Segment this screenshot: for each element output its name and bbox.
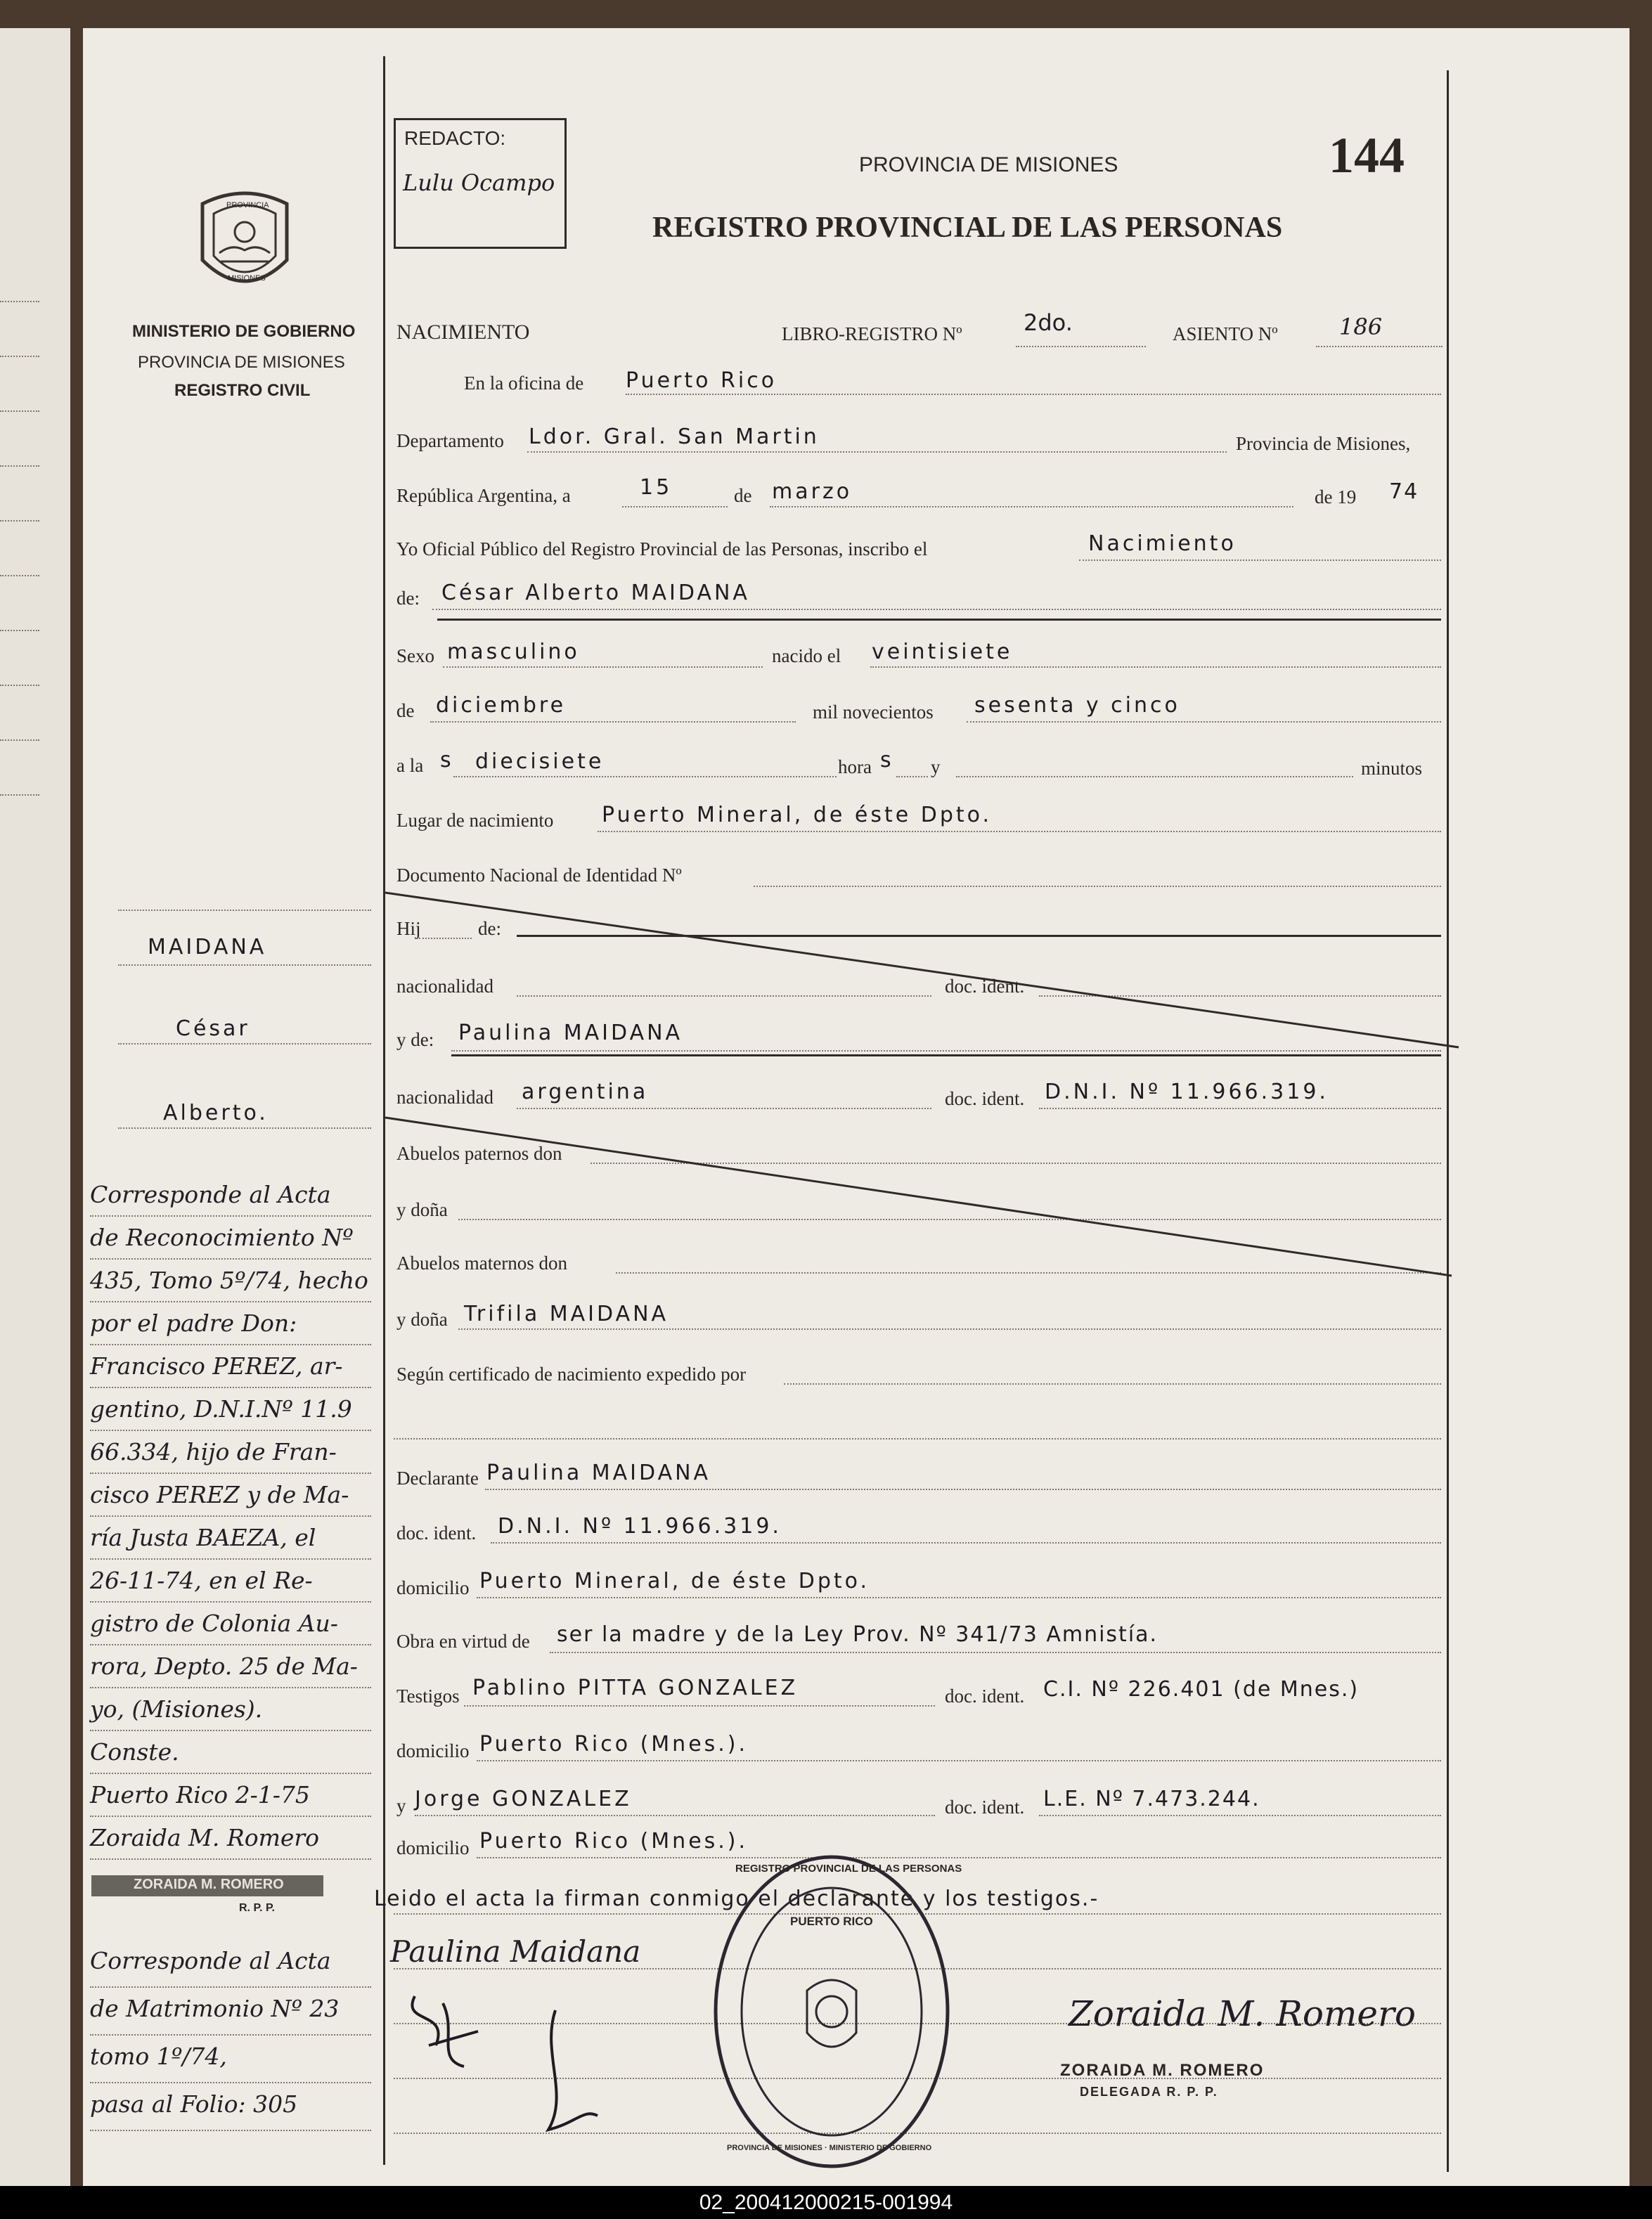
hij-de-label: de: <box>478 918 501 939</box>
abuelos-mat-label: Abuelos maternos don <box>396 1253 567 1274</box>
hora-label: hora <box>838 756 872 777</box>
margin-note-line: de Reconocimiento Nº <box>90 1224 354 1251</box>
doc-madre-label: doc. ident. <box>945 1088 1025 1109</box>
declarante-label: Declarante <box>396 1468 479 1489</box>
registry-title: REGISTRO PROVINCIAL DE LAS PERSONAS <box>652 212 1283 244</box>
margin-dots-2 <box>118 1043 371 1044</box>
mes-value: marzo <box>772 479 853 504</box>
margin-name2: Alberto. <box>163 1101 269 1125</box>
margin-note-rule <box>90 1515 371 1517</box>
margin-stamp-name: ZORAIDA M. ROMERO <box>134 1877 284 1892</box>
republica-label: República Argentina, a <box>396 485 571 506</box>
domicilio-label: domicilio <box>396 1577 470 1598</box>
margin-note-rule <box>90 1558 371 1560</box>
nacionalidad-padre-label: nacionalidad <box>396 976 493 997</box>
margin-note-rule <box>90 1730 371 1731</box>
sexo-value: masculino <box>447 640 580 664</box>
oficina-value: Puerto Rico <box>626 368 777 393</box>
declarante-value: Paulina MAIDANA <box>486 1461 711 1485</box>
seal-top-text: PROVINCIA <box>226 201 269 209</box>
testigo2-value: Jorge GONZALEZ <box>415 1787 632 1811</box>
official-round-stamp <box>709 1850 962 2173</box>
de-mesnac-label: de <box>396 700 415 721</box>
witness-signatures-icon <box>394 1982 619 2144</box>
minutos-label: minutos <box>1361 758 1423 779</box>
margin-note-line: 435, Tomo 5º/74, hecho <box>90 1267 368 1294</box>
hora-suffix: s <box>880 748 891 772</box>
margin-note-line: Francisco PEREZ, ar- <box>90 1352 343 1380</box>
libro-label: LIBRO-REGISTRO Nº <box>782 323 962 344</box>
margin-dots-1 <box>118 964 371 966</box>
margin-note-rule <box>90 1215 371 1217</box>
lugar-label: Lugar de nacimiento <box>396 810 554 831</box>
testigo1-doc-label: doc. ident. <box>945 1686 1025 1707</box>
margin-note-rule <box>90 1986 371 1988</box>
testigo1-dom-label: domicilio <box>396 1740 470 1761</box>
nacionalidad-madre-value: argentina <box>522 1080 649 1104</box>
margin-note-line: yo, (Misiones). <box>90 1695 263 1723</box>
record-type: NACIMIENTO <box>396 321 530 344</box>
lugar-value: Puerto Mineral, de éste Dpto. <box>602 803 992 827</box>
mesnac-value: diciembre <box>436 693 567 718</box>
sexo-label: Sexo <box>396 645 434 666</box>
margin-note-rule <box>90 1387 371 1388</box>
departamento-value: Ldor. Gral. San Martin <box>529 425 820 449</box>
margin-note-rule <box>90 1430 371 1431</box>
footer-filename: 02_200412000215-001994 <box>0 2186 1652 2219</box>
oficial-stamp-title: DELEGADA R. P. P. <box>1080 2085 1218 2099</box>
margin-stamp <box>91 1875 330 1922</box>
dia-value: 15 <box>640 475 673 500</box>
margin-note-line: tomo 1º/74, <box>90 2043 227 2070</box>
margin-note-line: Conste. <box>90 1738 179 1766</box>
y-minutos-label: y <box>931 756 941 777</box>
margin-note-rule <box>90 2130 371 2131</box>
doc-declarante-label: doc. ident. <box>396 1522 477 1544</box>
margin-note-line: rora, Depto. 25 de Ma- <box>90 1652 358 1680</box>
stamp-inner-text: PUERTO RICO <box>790 1915 873 1928</box>
ministry-line2: PROVINCIA DE MISIONES <box>138 353 345 372</box>
testigo2-dom-value: Puerto Rico (Mnes.). <box>479 1829 749 1854</box>
obra-value: ser la madre y de la Ley Prov. Nº 341/73 Amnistía. <box>557 1622 1159 1647</box>
margin-note-line: cisco PEREZ y de Ma- <box>90 1481 349 1508</box>
leido-value: Leido el acta la firman conmigo el declarante y los testigos.- <box>374 1887 1099 1911</box>
obra-label: Obra en virtud de <box>396 1631 530 1652</box>
provincia-label: Provincia de Misiones, <box>1236 433 1411 454</box>
margin-note-rule <box>90 1644 371 1645</box>
ministry-line1: MINISTERIO DE GOBIERNO <box>132 322 356 341</box>
testigo1-value: Pablino PITTA GONZALEZ <box>472 1676 799 1700</box>
margin-note-rule <box>90 1344 371 1345</box>
margin-note-line: ría Justa BAEZA, el <box>90 1524 316 1551</box>
margin-note-line: Corresponde al Acta <box>90 1947 331 1974</box>
margin-note-rule <box>90 1301 371 1302</box>
hij-label: Hij <box>396 918 421 939</box>
asiento-value: 186 <box>1339 313 1383 340</box>
departamento-label: Departamento <box>396 430 504 451</box>
dni-label: Documento Nacional de Identidad Nº <box>396 865 682 886</box>
ydona2-label: y doña <box>396 1309 448 1330</box>
margin-note-rule <box>90 2034 371 2036</box>
margin-note-line: 66.334, hijo de Fran- <box>90 1438 337 1466</box>
anio-value: 74 <box>1389 479 1419 504</box>
segun-label: Según certificado de nacimiento expedido por <box>396 1364 747 1385</box>
margin-note-line: de Matrimonio Nº 23 <box>90 1995 340 2022</box>
anionac-value: sesenta y cinco <box>974 693 1180 718</box>
margin-note-line: 26-11-74, en el Re- <box>90 1567 313 1594</box>
oficial-stamp-name: ZORAIDA M. ROMERO <box>1060 2061 1265 2080</box>
oficial-signature: Zoraida M. Romero <box>1069 1993 1416 2034</box>
margin-note-rule <box>90 1473 371 1474</box>
alas-suffix: s <box>440 748 451 772</box>
testigos-label: Testigos <box>396 1686 460 1707</box>
testigo1-dom-value: Puerto Rico (Mnes.). <box>479 1732 749 1757</box>
doc-padre-label: doc. ident. <box>945 976 1025 997</box>
redacto-signature: Lulu Ocampo <box>403 169 555 196</box>
ydona1-label: y doña <box>396 1199 448 1220</box>
redacto-label: REDACTO: <box>404 127 506 149</box>
margin-note-rule <box>90 1773 371 1774</box>
margin-note-line: gistro de Colonia Au- <box>90 1610 338 1637</box>
de-nombre-label: de: <box>396 588 420 609</box>
nombre-value: César Alberto MAIDANA <box>441 581 750 605</box>
margin-note-line: Corresponde al Acta <box>90 1181 331 1208</box>
margin-dots-3 <box>118 1127 371 1129</box>
libro-value: 2do. <box>1024 309 1073 336</box>
testigo1-doc-value: C.I. Nº 226.401 (de Mnes.) <box>1043 1677 1360 1702</box>
testigo2-doc-value: L.E. Nº 7.473.244. <box>1043 1787 1260 1811</box>
inscribo-value: Nacimiento <box>1088 531 1237 556</box>
alas-label: a la <box>396 755 424 776</box>
margin-note-rule <box>90 1258 371 1260</box>
mil-label: mil novecientos <box>813 701 934 723</box>
oficial-text: Yo Oficial Público del Registro Provincial de las Personas, inscribo el <box>396 538 928 559</box>
province-heading: PROVINCIA DE MISIONES <box>859 153 1118 176</box>
page-number: 144 <box>1329 127 1405 183</box>
margin-note-rule <box>90 1858 371 1860</box>
testigo2-doc-label: doc. ident. <box>945 1797 1025 1818</box>
margin-note-rule <box>90 1687 371 1688</box>
margin-note-line: gentino, D.N.I.Nº 11.9 <box>90 1395 352 1423</box>
margin-surname: MAIDANA <box>148 935 267 959</box>
asiento-label: ASIENTO Nº <box>1173 323 1278 344</box>
seal-bottom-text: MISIONES <box>228 274 266 283</box>
ministry-line3: REGISTRO CIVIL <box>174 381 311 400</box>
de-mes-label: de <box>734 485 752 506</box>
margin-note-rule <box>90 2082 371 2083</box>
margin-note-line: Puerto Rico 2-1-75 <box>90 1781 310 1809</box>
margin-note-line: por el padre Don: <box>90 1309 297 1337</box>
nacido-label: nacido el <box>772 645 841 666</box>
nacionalidad-madre-label: nacionalidad <box>396 1087 493 1108</box>
nacido-value: veintisiete <box>872 640 1013 664</box>
margin-note-line: Zoraida M. Romero <box>90 1824 320 1851</box>
testigo2-dom-label: domicilio <box>396 1837 470 1858</box>
domicilio-value: Puerto Mineral, de éste Dpto. <box>479 1569 870 1593</box>
hora-value: diecisiete <box>475 749 605 774</box>
anio-label: de 19 <box>1315 486 1357 507</box>
doc-declarante-value: D.N.I. Nº 11.966.319. <box>498 1514 782 1539</box>
margin-note-rule <box>90 1601 371 1603</box>
madre-value: Paulina MAIDANA <box>458 1021 683 1045</box>
doc-madre-value: D.N.I. Nº 11.966.319. <box>1045 1080 1329 1104</box>
declarante-signature: Paulina Maidana <box>390 1934 641 1969</box>
stamp-bottom-text: PROVINCIA DE MISIONES · MINISTERIO DE GOBIERNO <box>727 2144 932 2152</box>
oficina-label: En la oficina de <box>464 373 584 394</box>
yde-label: y de: <box>396 1029 434 1050</box>
margin-note-rule <box>90 1816 371 1817</box>
y-testigo2-label: y <box>396 1795 406 1816</box>
margin-note-line: pasa al Folio: 305 <box>90 2090 298 2118</box>
abuela-mat-value: Trifila MAIDANA <box>464 1302 669 1326</box>
abuelos-pat-label: Abuelos paternos don <box>396 1143 562 1164</box>
stamp-outer-text: REGISTRO PROVINCIAL DE LAS PERSONAS <box>735 1863 962 1875</box>
margin-dots-0 <box>118 910 371 911</box>
margin-name1: César <box>176 1016 250 1041</box>
margin-stamp-title: R. P. P. <box>239 1902 275 1914</box>
